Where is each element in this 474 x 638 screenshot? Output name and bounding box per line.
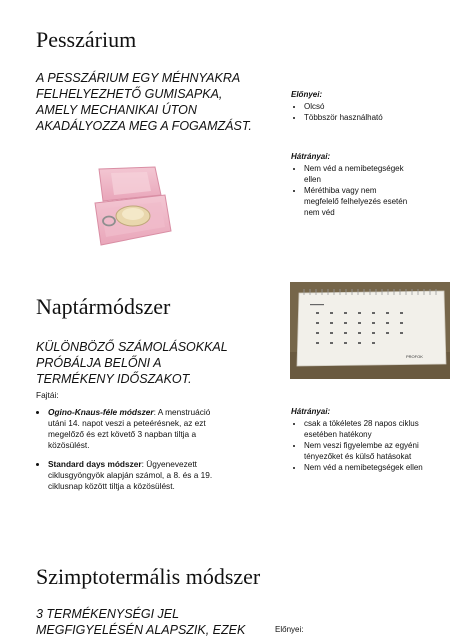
list-item: • Többször használható [304, 112, 451, 123]
list-item [48, 407, 218, 451]
list-item: • csak a tökéletes 28 napos ciklus esetében hatékony [304, 418, 441, 440]
list-item: • Méréthiba vagy nem megfelelő felhelyezés esetén nem véd [304, 185, 409, 218]
list-item: • Nem véd a nemibetegségek ellen [304, 163, 409, 185]
list-item [48, 459, 218, 492]
pros-block [275, 624, 435, 636]
method-term: Standard days módszer [48, 459, 142, 469]
calendar-brand-text: PROFOK [406, 354, 423, 359]
list-item: • Nem véd a nemibetegségek ellen [304, 462, 441, 473]
cons-heading: Hátrányai: [291, 407, 331, 416]
slide-title: Szimptotermális módszer [36, 564, 261, 589]
slide-title: Pesszárium [36, 27, 137, 52]
slide-title: Naptármódszer [36, 294, 171, 319]
list-item: • Olcsó [304, 101, 451, 112]
pros-heading: Előnyei: [291, 90, 323, 99]
list-item: • Nem veszi figyelembe az egyéni tényezőket és külső hatásokat [304, 440, 441, 462]
desk-calendar-image [290, 282, 450, 379]
pros-list [291, 101, 451, 123]
cons-block [291, 406, 441, 473]
cons-list [291, 163, 409, 218]
slide-lead-text: 3 TERMÉKENYSÉGI JEL MEGFIGYELÉSÉN ALAPSZIK, EZEK [36, 607, 246, 637]
method-desc: : Ügyenevezett ciklusgyöngyök alapján számol, a 8. és a 19. ciklusnap között tiltja a közösülést. [48, 459, 213, 491]
slide-szimptotermalis [0, 548, 474, 637]
slide-lead-text: KÜLÖNBÖZŐ SZÁMOLÁSOKKAL PRÓBÁLJA BELŐNI A TERMÉKENY IDŐSZAKOT. [36, 340, 228, 386]
pessary-box-image [89, 165, 175, 247]
pros-heading: Előnyei: [275, 625, 304, 634]
method-term: Ogino-Knaus-féle módszer [48, 407, 154, 417]
calendar-photo [290, 282, 450, 379]
slide-pesszarium [0, 0, 474, 283]
types-label: Fajtái: [36, 390, 59, 400]
cons-block [291, 151, 409, 218]
pros-block [291, 89, 451, 123]
method-desc: : A menstruáció utáni 14. napot veszi a peteérésnek, az ezt megelőző és ezt követő 3 napban tiltja a közösülést. [48, 407, 211, 450]
slide-lead-text: A PESSZÁRIUM EGY MÉHNYAKRA FELHELYEZHETŐ GUMISAPKA, AMELY MECHANIKAI ÚTON AKADÁLYOZZA MEG A FOGAMZÁST. [36, 71, 252, 133]
methods-block [36, 390, 218, 500]
cons-list [291, 418, 441, 473]
methods-list [36, 407, 218, 492]
cons-heading: Hátrányai: [291, 152, 331, 161]
